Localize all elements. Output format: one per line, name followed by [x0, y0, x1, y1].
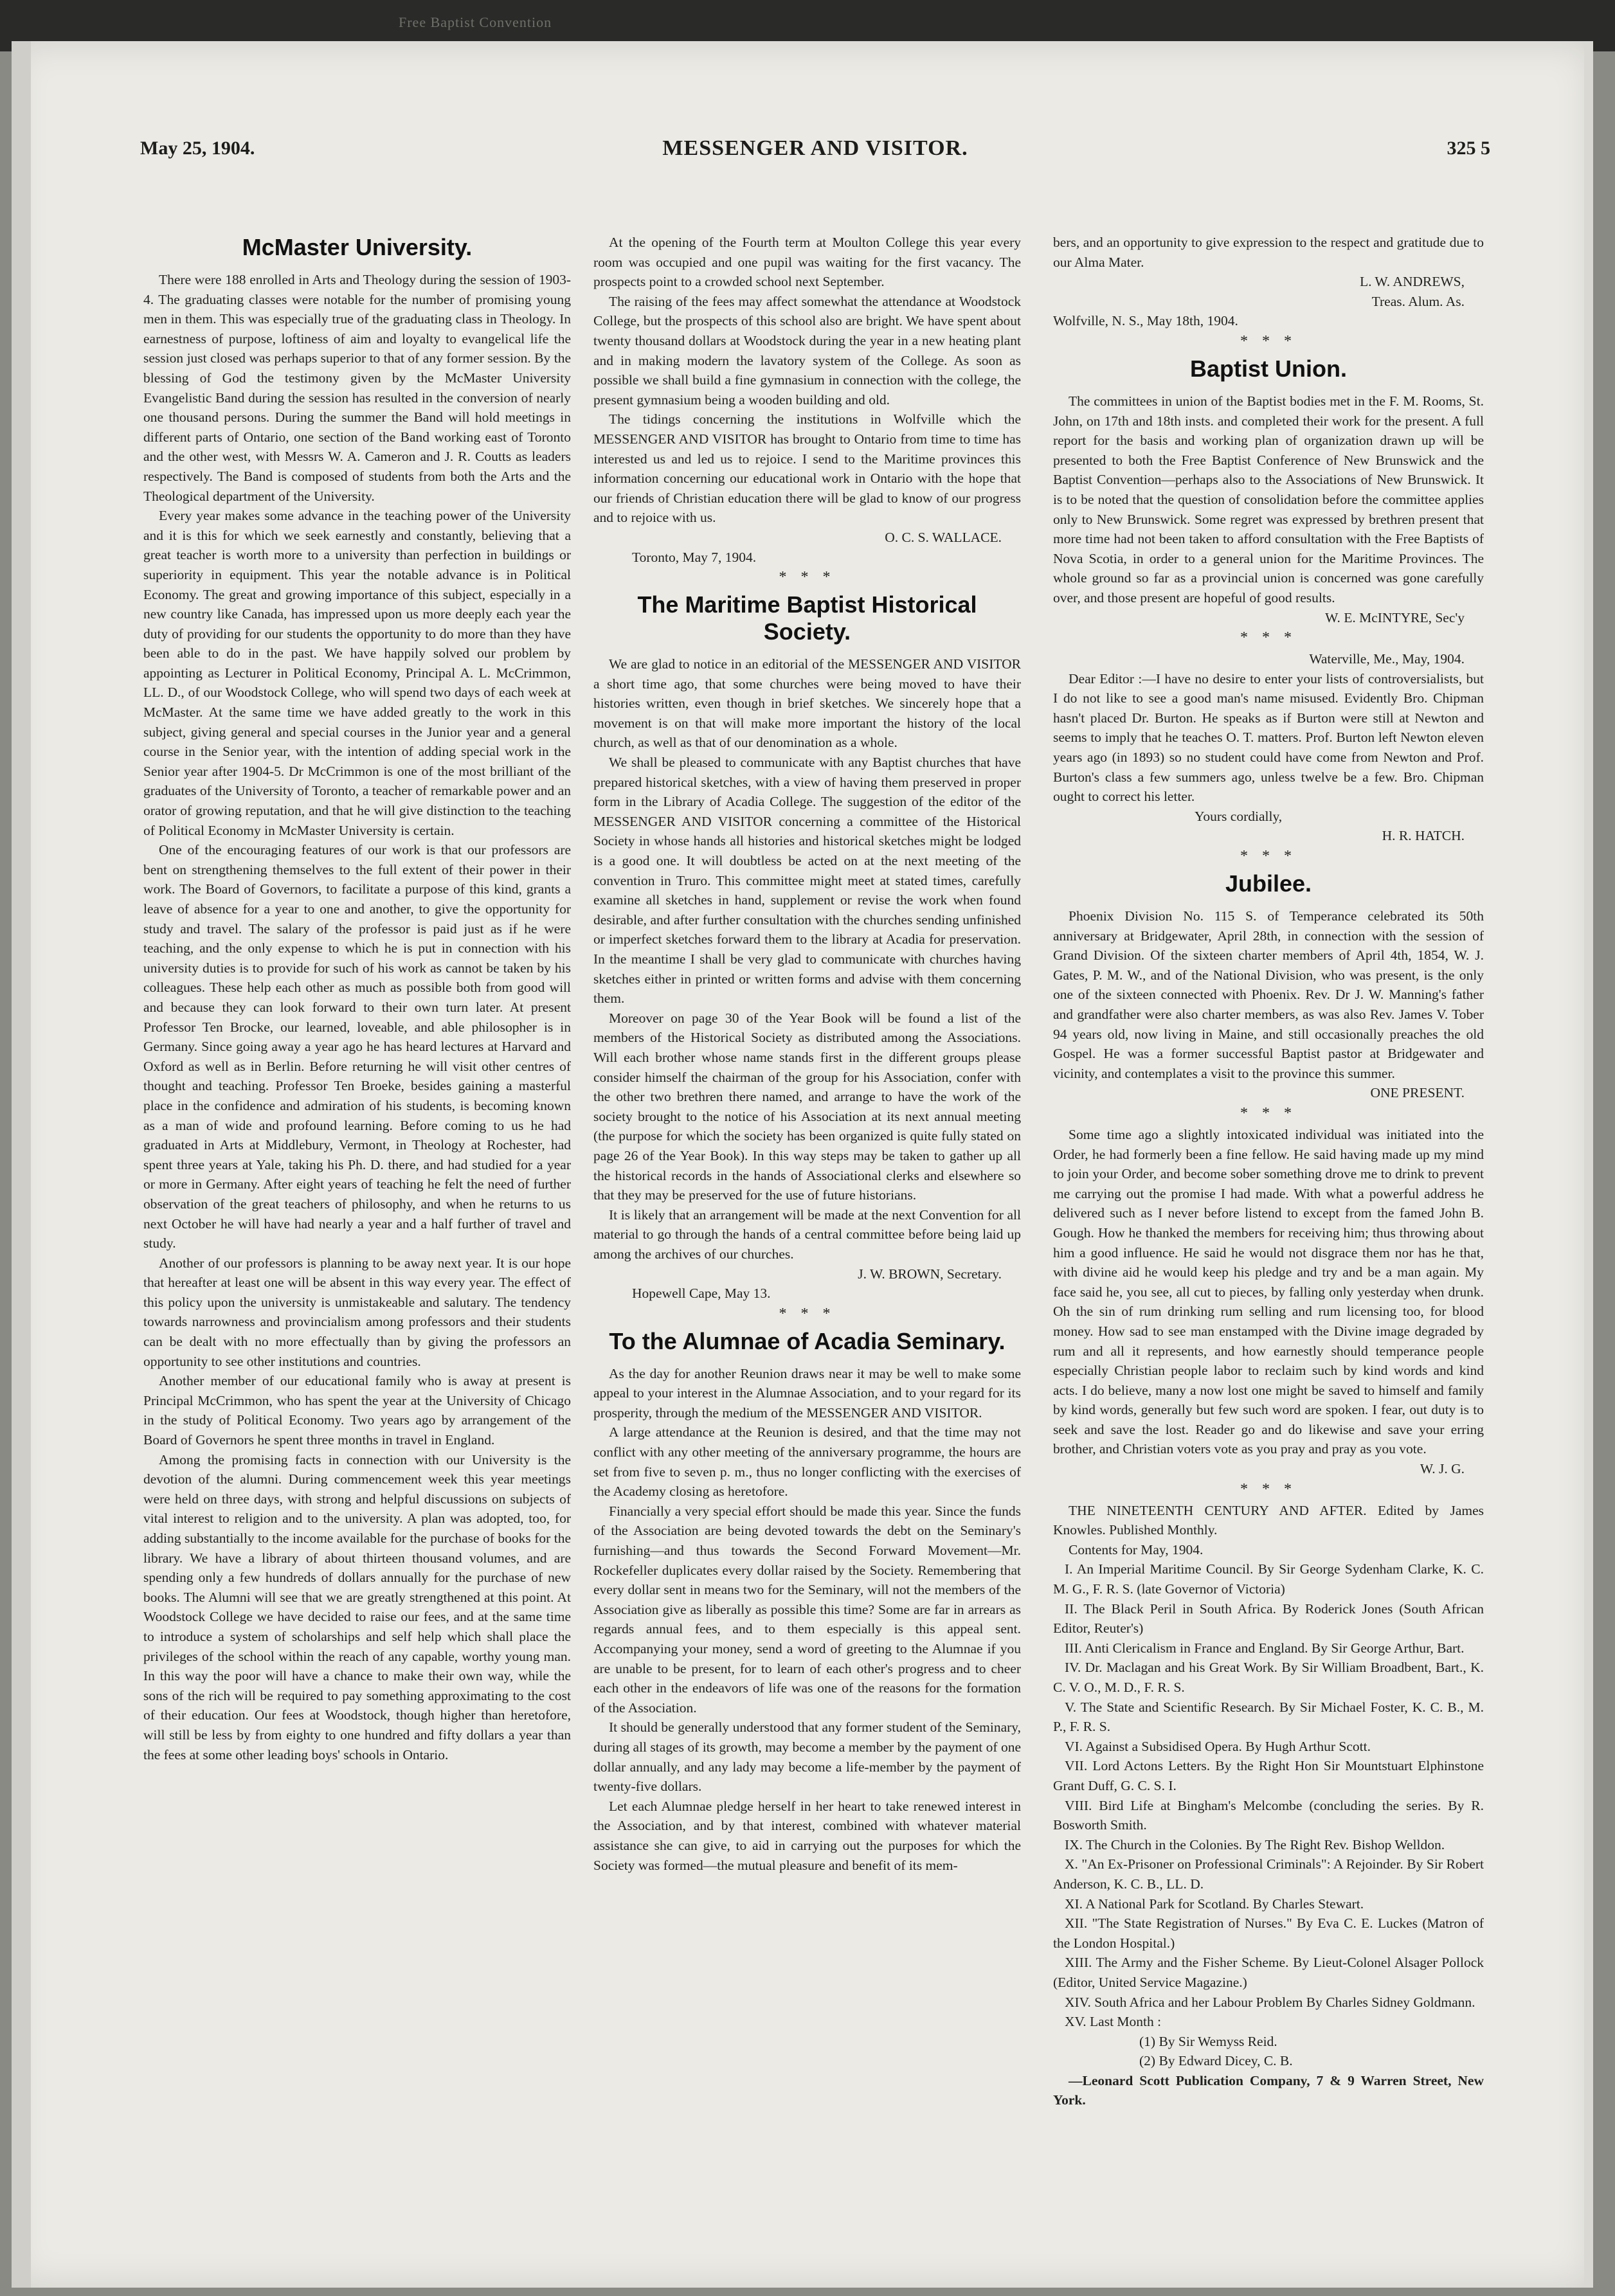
contents-item: IV. Dr. Maclagan and his Great Work. By Sir William Broadbent, Bart., K. C. V. O., M. D., F. R. S.: [1053, 1660, 1484, 1695]
scanner-stamp: Free Baptist Convention: [399, 14, 552, 30]
signature: L. W. ANDREWS,: [1359, 274, 1465, 290]
contents-item: II. The Black Peril in South Africa. By Roderick Jones (South African Editor, Reuter's): [1053, 1601, 1484, 1637]
signature: W. J. G.: [1420, 1461, 1465, 1477]
column-2: [593, 233, 1021, 2290]
paragraph: bers, and an opportunity to give expression to the respect and gratitude due to our Alma Mater.: [1053, 235, 1484, 270]
section-divider-stars: * * *: [779, 1305, 836, 1322]
paragraph: The raising of the fees may affect somewhat the attendance at Woodstock College, but the prospects of this school also are bright. We have spent about twenty thousand dollars at Woodstock during the year in a new heating plant and in making modern the lavatory system of the College. As soon as possible we shall build a fine gymnasium in connection with the college, the present gymnasium being a wooden building and old.: [593, 293, 1021, 408]
newspaper-page: [12, 41, 1593, 2288]
paragraph: It is likely that an arrangement will be made at the next Convention for all material to go through the hands of a central committee before being laid up among the archives of our churches.: [593, 1206, 1021, 1262]
contents-item: XIII. The Army and the Fisher Scheme. By Lieut-Colonel Alsager Pollock (Editor, United Service Magazine.): [1053, 1955, 1484, 1990]
article-title-alumnae: To the Alumnae of Acadia Seminary.: [609, 1327, 1006, 1354]
issue-date: May 25, 1904.: [140, 138, 255, 159]
paragraph: It should be generally understood that any former student of the Seminary, during all stages of its growth, may become a member by the payment of one dollar annually, and any lady may become a life-member by the payment of twenty-five dollars.: [593, 1719, 1021, 1795]
letter-closing: Yours cordially,: [1195, 808, 1283, 824]
contents-item: VII. Lord Actons Letters. By the Right Hon Sir Mountstuart Elphinstone Grant Duff, G. C. S. I.: [1053, 1758, 1484, 1793]
page-edge-left: [12, 41, 31, 2288]
paragraph: Another of our professors is planning to be away next year. It is our hope that hereafter at least one will be absent in this way every year. The effect of this policy upon the university is unmistakeable and salutary. The tendency towards narrowness and provincialism among professors and their students can be dealt with no more effectually than by giving the professors an opportunity to see other institutions and countries.: [143, 1255, 571, 1369]
signature: H. R. HATCH.: [1382, 828, 1465, 844]
section-divider-stars: * * *: [1240, 848, 1297, 865]
paragraph: We are glad to notice in an editorial of the MESSENGER AND VISITOR a short time ago, that some churches were being moved to have their histories written, even though in brief sketches. We sincerely hope that a movement is on that will make more important the history of the local church, as well as that of our denomination as a whole.: [593, 656, 1021, 751]
paragraph: Some time ago a slightly intoxicated individual was initiated into the Order, he had formerly been a fine fellow. He said having made up my mind to join your Order, and become sober something drove me to drink to prevent me carrying out the promise I had made. With what a powerful address he delivered such as I never before listend to except from the famed John B. Gough. How he thanked the members for receiving him; thus throwing about him a good influence. He said he would not disgrace them nor has he that, with divine aid he would keep his pledge and try and be a man again. My face said he, you see, all cut to pieces, by falling only yesterday when drunk. Oh the sin of rum drinking rum selling and rum licensing too, for blood money. How sad to see man enstamped with the Divine image degraded by rum and all it represents, and how earnestly should temperance people especially Christian people labor to reclaim such by kind words and kind acts. I do believe, many a now lost one might be saved to himself and family by kind words, generally but few such word are spoken. I fear, out duty is to seek and save the lost. Reader go and do likewise and save your erring brother, and Christian voters vote as you pray and pray as you vote.: [1053, 1126, 1484, 1457]
dateline: Waterville, Me., May, 1904.: [1309, 651, 1465, 667]
signature-title: Treas. Alum. As.: [1371, 293, 1465, 309]
section-divider-stars: * * *: [1240, 332, 1297, 350]
paragraph: Moreover on page 30 of the Year Book will be found a list of the members of the Historical Society as distributed among the Associations. Will each brother whose name stands first in the different groups please consider himself the chairman of the group for his Association, confer with the other two brethren there named, and arrange to have the work of the society brought to the notice of his Association at its next annual meeting (the purpose for which the society has been organized is quite fully stated on page 26 of the Year Book). In this way steps may be taken to gather up all the historical records in the hands of Associational clerks and elsewhere so that they may be preserved for the use of future historians.: [593, 1010, 1021, 1203]
contents-item: V. The State and Scientific Research. By Sir Michael Foster, K. C. B., M. P., F. R. S.: [1053, 1699, 1484, 1735]
contents-item: XIV. South Africa and her Labour Problem By Charles Sidney Goldmann.: [1065, 1994, 1475, 2010]
paragraph: Every year makes some advance in the teaching power of the University and it is this for which we seek earnestly and constantly, believing that a great teacher is worth more to a university than perfection in buildings or superiority in equipment. This year the notable advance is in Political Economy. The great and growing importance of this subject, especially in a new country like Canada, has impressed upon us more deeply each year the duty of providing for our students the opportunity to do more than they have been able to do in the past. We have happily solved our problem by appointing as Lecturer in Political Economy, Principal A. L. McCrimmon, LL. D., of our Woodstock College, who will spend two days of each week at McMaster. At the same time we have added greatly to the work in this subject, giving general and special courses in the Junior year and a general course in the Senior year, with the intention of adding special work in the Senior year after 1904-5. Dr McCrimmon is one of the most brilliant of the graduates of the University of Toronto, a teacher of remarkable power and an orator of growing reputation, and that he will give distinction to the teaching of Political Economy in McMaster University is certain.: [143, 508, 571, 838]
contents-item: X. "An Ex-Prisoner on Professional Criminals": A Rejoinder. By Sir Robert Anderson, K. C. B., LL. D.: [1053, 1856, 1484, 1892]
section-divider-stars: * * *: [779, 569, 836, 586]
paragraph: A large attendance at the Reunion is desired, and that the time may not conflict with any other meeting of the anniversary programme, the hours are set from five to seven p. m., thus no longer conflicting with the exercises of the Academy closing as heretofore.: [593, 1424, 1021, 1500]
last-month-item: (1) By Sir Wemyss Reid.: [1139, 2033, 1277, 2049]
paragraph: Phoenix Division No. 115 S. of Temperance celebrated its 50th anniversary at Bridgewater, April 28th, in connection with the session of Grand Division. Of the sixteen charter members of April 4th, 1854, W. J. Gates, P. M. W., and of the National Division, who was present, is the only one of the sixteen connected with Phoenix. Rev. Dr J. W. Manning's father and grandfather were also charter members, as was also Rev. James V. Tober 94 years old, now living in Maine, and still occasionally preaches the old Gospel. He was a former successful Baptist pastor at Bridgewater and vicinity, and contemplates a visit to the province this summer.: [1053, 908, 1484, 1081]
paragraph: Among the promising facts in connection with our University is the devotion of the alumni. During commencement week this year meetings were held on three days, with strong and helpful discussions on subjects of vital interest to religion and to the university. A plan was adopted, too, for adding substantially to the income available for the purchase of books for the library. We have a library of about thirteen thousand volumes, and are spending only a few hundreds of dollars annually for the purchase of new books. The Alumni will see that we are greatly strengthened at this point. At Woodstock College we have decided to raise our fees, and at the same time to introduce a system of scholarships and self help which shall place the privileges of the school within the reach of any capable, worthy young man. In this way the poor will have a chance to make their own way, while the sons of the rich will be required to pay something approximating to the cost of their education. Our fees at Woodstock, though higher than heretofore, will still be less by from eighty to one hundred and fifty dollars a year than the fees at some other leading boys' schools in Ontario.: [143, 1451, 571, 1762]
contents-item: I. An Imperial Maritime Council. By Sir George Sydenham Clarke, K. C. M. G., F. R. S. (late Governor of Victoria): [1053, 1561, 1484, 1597]
contents-item: VI. Against a Subsidised Opera. By Hugh Arthur Scott.: [1065, 1738, 1371, 1754]
article-title-baptist-union: Baptist Union.: [1190, 355, 1347, 382]
paragraph: THE NINETEENTH CENTURY AND AFTER. Edited by James Knowles. Published Monthly.: [1053, 1502, 1484, 1538]
dateline: Wolfville, N. S., May 18th, 1904.: [1053, 313, 1238, 329]
page-edge-right: [1584, 41, 1593, 2288]
article-title-mcmaster: McMaster University.: [242, 234, 473, 260]
contents-heading: Contents for May, 1904.: [1069, 1541, 1204, 1557]
signature: O. C. S. WALLACE.: [885, 529, 1002, 545]
column-3: [1053, 233, 1484, 2290]
signature: ONE PRESENT.: [1370, 1085, 1465, 1101]
page-header: [140, 138, 1490, 176]
contents-item: VIII. Bird Life at Bingham's Melcombe (concluding the series. By R. Bosworth Smith.: [1053, 1797, 1484, 1833]
page-number: 325 5: [1447, 138, 1490, 159]
signature: W. E. McINTYRE, Sec'y: [1325, 609, 1465, 625]
paragraph: The tidings concerning the institutions in Wolfville which the MESSENGER AND VISITOR has brought to Ontario from time to time has interested us and led us to rejoice. I send to the Maritime provinces this information concerning our educational work in Ontario with the hope that our friends of Christian education there will be glad to know of our progress and to rejoice with us.: [593, 411, 1021, 526]
paragraph: Let each Alumnae pledge herself in her heart to take renewed interest in the Association, and by that interest, combined with whatever material assistance she can give, to aid in carrying out the purposes for which the Society was formed—the mutual pleasure and benefit of its mem-: [593, 1798, 1021, 1873]
contents-list: [1053, 1559, 1484, 2031]
paragraph: Dear Editor :—I have no desire to enter your lists of controversialists, but I do not like to see a good man's name misused. Evidently Bro. Chipman hasn't placed Dr. Burton. He speaks as if Burton were still at Newton and seems to imply that he teaches O. T. matters. Prof. Burton left Newton eleven years ago (in 1893) so no student could have come from Newton and Prof. Burton's class a few summers ago, unless twelve be a few. Bro. Chipman ought to correct his letter.: [1053, 670, 1484, 805]
signature: J. W. BROWN, Secretary.: [858, 1266, 1002, 1282]
last-month-item: (2) By Edward Dicey, C. B.: [1139, 2053, 1293, 2069]
contents-item: XII. "The State Registration of Nurses." By Eva C. E. Luckes (Matron of the London Hospital.): [1053, 1915, 1484, 1951]
section-divider-stars: * * *: [1240, 1480, 1297, 1498]
section-divider-stars: * * *: [1240, 1104, 1297, 1122]
section-divider-stars: * * *: [1240, 629, 1297, 647]
article-title-jubilee: Jubilee.: [1225, 870, 1312, 897]
paragraph: Another member of our educational family who is away at present is Principal McCrimmon, who has spent the year at the University of Chicago in the study of Political Economy. Two years ago by arrangement of the Board of Governors he spent three months in travel in England.: [143, 1373, 571, 1448]
paragraph: We shall be pleased to communicate with any Baptist churches that have prepared historical sketches, with a view of having them preserved in proper form in the Library of Acadia College. The suggestion of the editor of the MESSENGER AND VISITOR concerning a committee of the Historical Society in whose hands all histories and historical sketches might be lodged is a good one. It will doubtless be acted on at the next meeting of the convention in Truro. This committee might meet at stated times, carefully examine all sketches in hand, supplement or revise the work when found desirable, and after further consultation with the churches sending unfinished or imperfect sketches forward them to the library at Acadia for preservation. In the meantime I shall be very glad to communicate with churches having sketches either in printed or written forms and advise with them concerning them.: [593, 755, 1021, 1007]
paragraph: At the opening of the Fourth term at Moulton College this year every room was occupied and one pupil was waiting for the first vacancy. The prospects point to a crowded school next September.: [593, 235, 1021, 290]
contents-item: XV. Last Month :: [1065, 2014, 1162, 2030]
column-1: [143, 228, 571, 2284]
contents-item: IX. The Church in the Colonies. By The Right Rev. Bishop Welldon.: [1065, 1836, 1445, 1852]
paragraph: One of the encouraging features of our work is that our professors are bent on strengthening themselves to the full extent of their power in their work. The Board of Governors, to facilitate a purpose of this kind, grants a leave of absence for a year to one and another, to give the opportunity for study and travel. The salary of the professor is paid just as if he were teaching, and the only expense to which he is put in connection with his university duties is to provide for such of his work as cannot be taken by his colleagues. These help each other as much as possible both from good will and because they can look forward to their own turn later. At present Professor Ten Brocke, our learned, loveable, and able philosopher is in Germany. Since going away a year ago he has heard lectures at Harvard and Oxford as well as in Berlin. Before returning he will visit other centres of thought and teaching. Professor Ten Broeke, besides gaining a masterful place in the confidence and admiration of his students, is becoming known as a man of wide and profound learning. Before coming to us he had graduated in Arts at Middlebury, Vermont, in Theology at Rochester, had spent three years at Yale, taking his Ph. D. there, and had studied for a year or more in Germany. After eight years of teaching he felt the need of further observation of the great teachers of philosophy, and when he returns to us next October he will have had nearly a year and a half further of travel and study.: [143, 842, 571, 1251]
paragraph: Financially a very special effort should be made this year. Since the funds of the Association are being devoted towards the debt on the Seminary's furnishing—and thus towards the Second Forward Movement—Mr. Rockefeller duplicates every dollar raised by the Society. Remembering that every dollar sent in means two for the Seminary, will not the members of the Association give as liberally as possible this time? Some are far in arrears as regards annual fees, and to them especially is this appeal sent. Accompanying your money, send a word of greeting to the Alumnae if you are unable to be present, for to learn of each other's progress and to cheer each other in the endeavors of life was one of the reasons for the formation of the Association.: [593, 1503, 1021, 1716]
dateline: Toronto, May 7, 1904.: [632, 549, 757, 565]
article-title-historical-society: The Maritime Baptist Historical Society.: [637, 591, 977, 645]
paragraph: As the day for another Reunion draws near it may be well to make some appeal to your interest in the Alumnae Association, and to your regard for its prosperity, through the medium of the MESSENGER AND VISITOR.: [593, 1365, 1021, 1421]
dateline: Hopewell Cape, May 13.: [632, 1286, 771, 1302]
paragraph: There were 188 enrolled in Arts and Theology during the session of 1903-4. The graduating classes were notable for the number of promising young men in them. This was especially true of the graduating class in Theology. In earnestness of purpose, loftiness of aim and loyalty to evangelical life the session just closed was perhaps superior to that of any former session. By the blessing of God the testimony given by the McMaster University Evangelistic Band during the session has resulted in the conversion of nearly one thousand persons. During the summer the Band will hold meetings in different parts of Ontario, one section of the Band working east of Toronto and the other west, with Messrs W. A. Cameron and J. R. Coutts as leaders respectively. The Band is composed of students from both the Arts and the Theological department of the University.: [143, 272, 571, 504]
paragraph: The committees in union of the Baptist bodies met in the F. M. Rooms, St. John, on 17th and 18th insts. and completed their work for the present. A full report for the basis and working plan of organization drawn up will be presented to both the Free Baptist Conference of New Brunswick and the Baptist Convention—perhaps also to the Associations of New Brunswick. It is to be noted that the question of consolidation before the committee applies only to New Brunswick. Some regret was expressed by brethren present that more time had not been taken to afford consultation with the Free Baptists of Nova Scotia, in order to a general union for the Maritime Provinces. The whole ground so far as a provincial union is concerned was gone carefully over, and those present are hopeful of good results.: [1053, 393, 1484, 605]
contents-item: XI. A National Park for Scotland. By Charles Stewart.: [1065, 1896, 1364, 1912]
masthead-title: MESSENGER AND VISITOR.: [662, 136, 968, 160]
publisher-line: —Leonard Scott Publication Company, 7 & 9 Warren Street, New York.: [1053, 2072, 1484, 2108]
contents-item: III. Anti Clericalism in France and England. By Sir George Arthur, Bart.: [1065, 1640, 1465, 1656]
